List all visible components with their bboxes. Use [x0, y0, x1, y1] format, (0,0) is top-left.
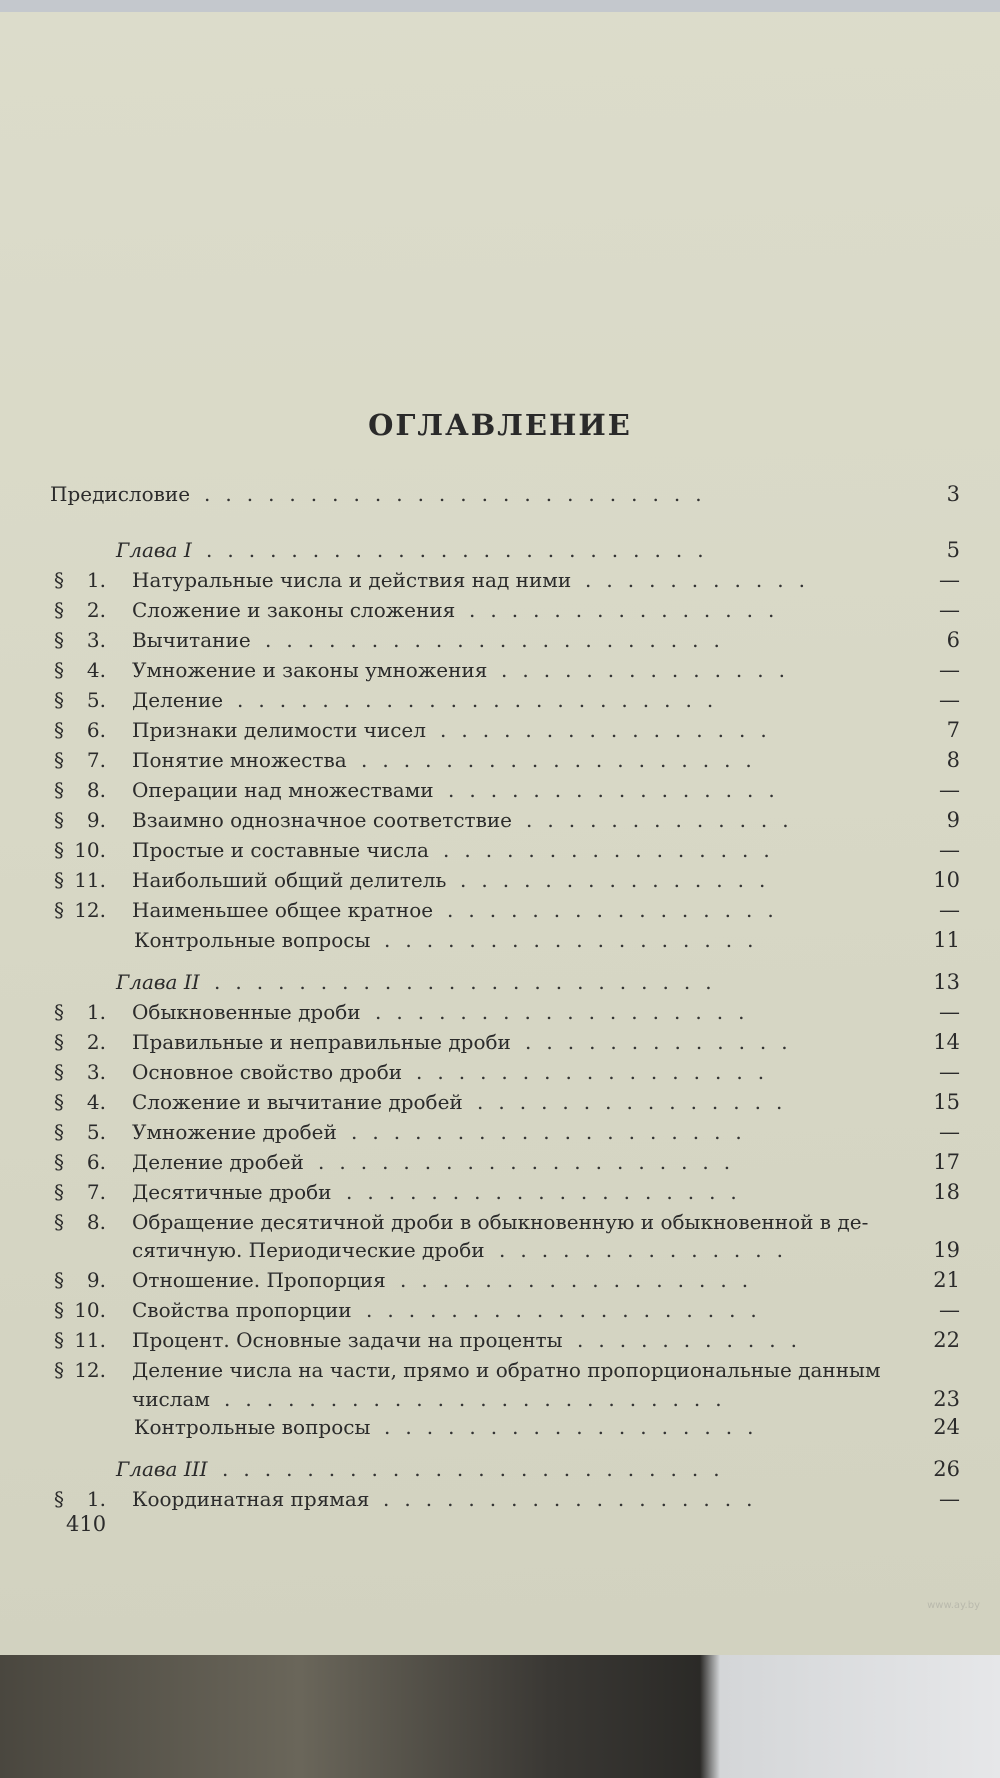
dot-leader: ..............	[501, 658, 801, 682]
toc-entry-title: Глава II	[116, 970, 200, 994]
dot-leader: .............	[526, 808, 804, 832]
toc-entry-title: Процент. Основные задачи на проценты	[132, 1328, 563, 1352]
toc-entry-title: Контрольные вопросы	[134, 928, 371, 952]
toc-page-number: 9	[946, 808, 960, 832]
section-number: 2.	[86, 1030, 106, 1054]
dot-leader: .......................	[237, 688, 729, 712]
section-number: 1.	[86, 1487, 106, 1511]
section-sign-icon: §	[54, 838, 64, 862]
section-sign-icon: §	[54, 1090, 64, 1114]
dot-leader: ..................	[384, 1415, 769, 1439]
section-sign-icon: §	[54, 1150, 64, 1174]
toc-entry-title: Предисловие	[50, 482, 191, 506]
section-sign-icon: §	[54, 1358, 64, 1382]
section-number: 7.	[86, 1180, 106, 1204]
section-sign-icon: §	[54, 688, 64, 712]
section-number: 5.	[86, 688, 106, 712]
toc-entry	[0, 1180, 1000, 1212]
dot-leader: ...............	[460, 868, 781, 892]
toc-page-number: 23	[933, 1387, 960, 1411]
toc-entry-title: сятичную. Периодические дроби	[132, 1238, 485, 1262]
toc-entry-title: Признаки делимости чисел	[132, 718, 426, 742]
dot-leader: ...........	[585, 568, 820, 592]
section-number: 1.	[86, 568, 106, 592]
toc-entry-title: Контрольные вопросы	[134, 1415, 371, 1439]
dot-leader: ........................	[222, 1457, 735, 1481]
toc-entry	[0, 1487, 1000, 1519]
section-sign-icon: §	[54, 1210, 64, 1234]
page-title: ОГЛАВЛЕНИЕ	[368, 408, 632, 442]
toc-entry	[0, 1030, 1000, 1062]
dot-leader: .................	[416, 1060, 780, 1084]
toc-page-number: —	[939, 778, 960, 802]
section-sign-icon: §	[54, 1487, 64, 1511]
section-sign-icon: §	[54, 568, 64, 592]
section-number: 4.	[86, 1090, 106, 1114]
toc-page-number: 7	[946, 718, 960, 742]
toc-page-number: 11	[933, 928, 960, 952]
dot-leader: .................	[400, 1268, 764, 1292]
toc-entry-title: Обыкновенные дроби	[132, 1000, 361, 1024]
toc-entry	[0, 1150, 1000, 1182]
section-number: 5.	[86, 1120, 106, 1144]
section-number: 1.	[86, 1000, 106, 1024]
toc-entry	[0, 1298, 1000, 1330]
toc-page-number: —	[939, 898, 960, 922]
toc-entry	[0, 838, 1000, 870]
toc-entry	[0, 568, 1000, 600]
section-number: 7.	[86, 748, 106, 772]
section-number: 3.	[86, 1060, 106, 1084]
section-number: 4.	[86, 658, 106, 682]
toc-entry	[0, 1060, 1000, 1092]
toc-entry-title: Сложение и законы сложения	[132, 598, 456, 622]
toc-entry-title: Деление числа на части, прямо и обратно пропорциональные данным	[132, 1358, 881, 1382]
toc-page-number: 10	[933, 868, 960, 892]
toc-page-number: 14	[933, 1030, 960, 1054]
toc-entry-title: Координатная прямая	[132, 1487, 370, 1511]
section-number: 8.	[86, 1210, 106, 1234]
dot-leader: ...........	[577, 1328, 812, 1352]
toc-chapter	[0, 538, 1000, 570]
dot-leader: ..................	[375, 1000, 760, 1024]
section-sign-icon: §	[54, 1180, 64, 1204]
toc-page-number: 17	[933, 1150, 960, 1174]
section-sign-icon: §	[54, 658, 64, 682]
toc-entry-title: Деление дробей	[132, 1150, 304, 1174]
toc-entry	[0, 868, 1000, 900]
section-number: 6.	[86, 718, 106, 742]
dot-leader: .............	[525, 1030, 803, 1054]
section-sign-icon: §	[54, 628, 64, 652]
toc-entry-title: Операции над множествами	[132, 778, 434, 802]
toc-entry-title: Отношение. Пропорция	[132, 1268, 386, 1292]
dot-leader: ........................	[204, 482, 717, 506]
toc-entry	[0, 598, 1000, 630]
dot-leader: ................	[443, 838, 785, 862]
dot-leader: ..............	[499, 1238, 799, 1262]
toc-entry-title: Основное свойство дроби	[132, 1060, 403, 1084]
page-top-edge	[0, 0, 1000, 12]
toc-entry	[0, 1268, 1000, 1300]
toc-entry	[0, 482, 1000, 514]
page-number: 410	[66, 1512, 107, 1536]
toc-page-number: —	[939, 1487, 960, 1511]
toc-page-number: 24	[933, 1415, 960, 1439]
toc-entry-title: Простые и составные числа	[132, 838, 429, 862]
section-sign-icon: §	[54, 808, 64, 832]
toc-page-number: —	[939, 598, 960, 622]
toc-page-number: 21	[933, 1268, 960, 1292]
toc-page-number: 5	[946, 538, 960, 562]
section-number: 11.	[74, 1328, 106, 1352]
toc-entry-title: Обращение десятичной дроби в обыкновенную и обыкновенной в де-	[132, 1210, 869, 1234]
section-number: 8.	[86, 778, 106, 802]
section-sign-icon: §	[54, 1298, 64, 1322]
dot-leader: ...............	[477, 1090, 798, 1114]
section-sign-icon: §	[54, 1328, 64, 1352]
section-number: 10.	[74, 838, 106, 862]
toc-page-number: 26	[933, 1457, 960, 1481]
toc-entry-title: Свойства пропорции	[132, 1298, 352, 1322]
toc-entry-title: Глава III	[116, 1457, 208, 1481]
toc-page-number: 8	[946, 748, 960, 772]
section-sign-icon: §	[54, 748, 64, 772]
toc-entry-title: Десятичные дроби	[132, 1180, 332, 1204]
background-below-page	[0, 1655, 1000, 1778]
dot-leader: ...................	[361, 748, 767, 772]
toc-entry	[0, 808, 1000, 840]
toc-entry	[0, 748, 1000, 780]
toc-page-number: —	[939, 568, 960, 592]
toc-entry-title: числам	[132, 1387, 210, 1411]
dot-leader: ........................	[214, 970, 727, 994]
toc-entry-title: Вычитание	[132, 628, 251, 652]
section-sign-icon: §	[54, 868, 64, 892]
section-number: 6.	[86, 1150, 106, 1174]
dot-leader: ...................	[366, 1298, 772, 1322]
toc-entry	[0, 1358, 1000, 1390]
section-sign-icon: §	[54, 1268, 64, 1292]
dot-leader: ...................	[351, 1120, 757, 1144]
toc-page-number: 15	[933, 1090, 960, 1114]
toc-entry	[0, 658, 1000, 690]
dot-leader: ................	[440, 718, 782, 742]
toc-page-number: 3	[946, 482, 960, 506]
section-sign-icon: §	[54, 1000, 64, 1024]
toc-entry	[0, 928, 1000, 960]
toc-page-number: —	[939, 1060, 960, 1084]
section-sign-icon: §	[54, 1120, 64, 1144]
section-number: 11.	[74, 868, 106, 892]
toc-entry	[0, 628, 1000, 660]
section-number: 2.	[86, 598, 106, 622]
toc-entry-title: Сложение и вычитание дробей	[132, 1090, 463, 1114]
watermark: www.ay.by	[927, 1600, 980, 1611]
section-sign-icon: §	[54, 1030, 64, 1054]
toc-entry-title: Натуральные числа и действия над ними	[132, 568, 572, 592]
toc-entry-title: Умножение и законы умножения	[132, 658, 488, 682]
section-sign-icon: §	[54, 898, 64, 922]
toc-entry-title: Умножение дробей	[132, 1120, 337, 1144]
toc-page-number: 13	[933, 970, 960, 994]
toc-entry	[0, 688, 1000, 720]
toc-page-number: 18	[933, 1180, 960, 1204]
section-number: 12.	[74, 898, 106, 922]
toc-page-number: —	[939, 1120, 960, 1144]
toc-page-number: —	[939, 1298, 960, 1322]
toc-entry	[0, 1415, 1000, 1447]
dot-leader: ..................	[384, 928, 769, 952]
toc-entry-title: Понятие множества	[132, 748, 347, 772]
toc-entry-title: Наименьшее общее кратное	[132, 898, 434, 922]
section-sign-icon: §	[54, 778, 64, 802]
dot-leader: ........................	[224, 1387, 737, 1411]
toc-entry-title: Правильные и неправильные дроби	[132, 1030, 511, 1054]
toc-entry	[0, 1328, 1000, 1360]
toc-entry-title: Деление	[132, 688, 224, 712]
section-number: 10.	[74, 1298, 106, 1322]
toc-page-number: —	[939, 688, 960, 712]
section-sign-icon: §	[54, 1060, 64, 1084]
toc-page-number: —	[939, 838, 960, 862]
toc-entry	[0, 718, 1000, 750]
dot-leader: ......................	[265, 628, 735, 652]
dot-leader: ........................	[206, 538, 719, 562]
toc-page-number: —	[939, 658, 960, 682]
toc-entry-title: Наибольший общий делитель	[132, 868, 447, 892]
toc-entry	[0, 1238, 1000, 1270]
dot-leader: ................	[448, 778, 790, 802]
toc-entry	[0, 898, 1000, 930]
dot-leader: ...............	[469, 598, 790, 622]
toc-chapter	[0, 1457, 1000, 1489]
toc-page-number: 22	[933, 1328, 960, 1352]
toc-entry-title: Глава I	[116, 538, 192, 562]
dot-leader: ................	[447, 898, 789, 922]
section-number: 9.	[86, 808, 106, 832]
section-sign-icon: §	[54, 718, 64, 742]
toc-entry-title: Взаимно однозначное соответствие	[132, 808, 513, 832]
toc-page-number: 19	[933, 1238, 960, 1262]
toc-entry	[0, 778, 1000, 810]
toc-entry	[0, 1120, 1000, 1152]
section-number: 3.	[86, 628, 106, 652]
section-number: 9.	[86, 1268, 106, 1292]
dot-leader: ....................	[318, 1150, 746, 1174]
toc-chapter	[0, 970, 1000, 1002]
toc-entry	[0, 1090, 1000, 1122]
dot-leader: ..................	[383, 1487, 768, 1511]
dot-leader: ...................	[346, 1180, 752, 1204]
section-sign-icon: §	[54, 598, 64, 622]
toc-page-number: —	[939, 1000, 960, 1024]
toc-page-number: 6	[946, 628, 960, 652]
section-number: 12.	[74, 1358, 106, 1382]
toc-entry	[0, 1000, 1000, 1032]
